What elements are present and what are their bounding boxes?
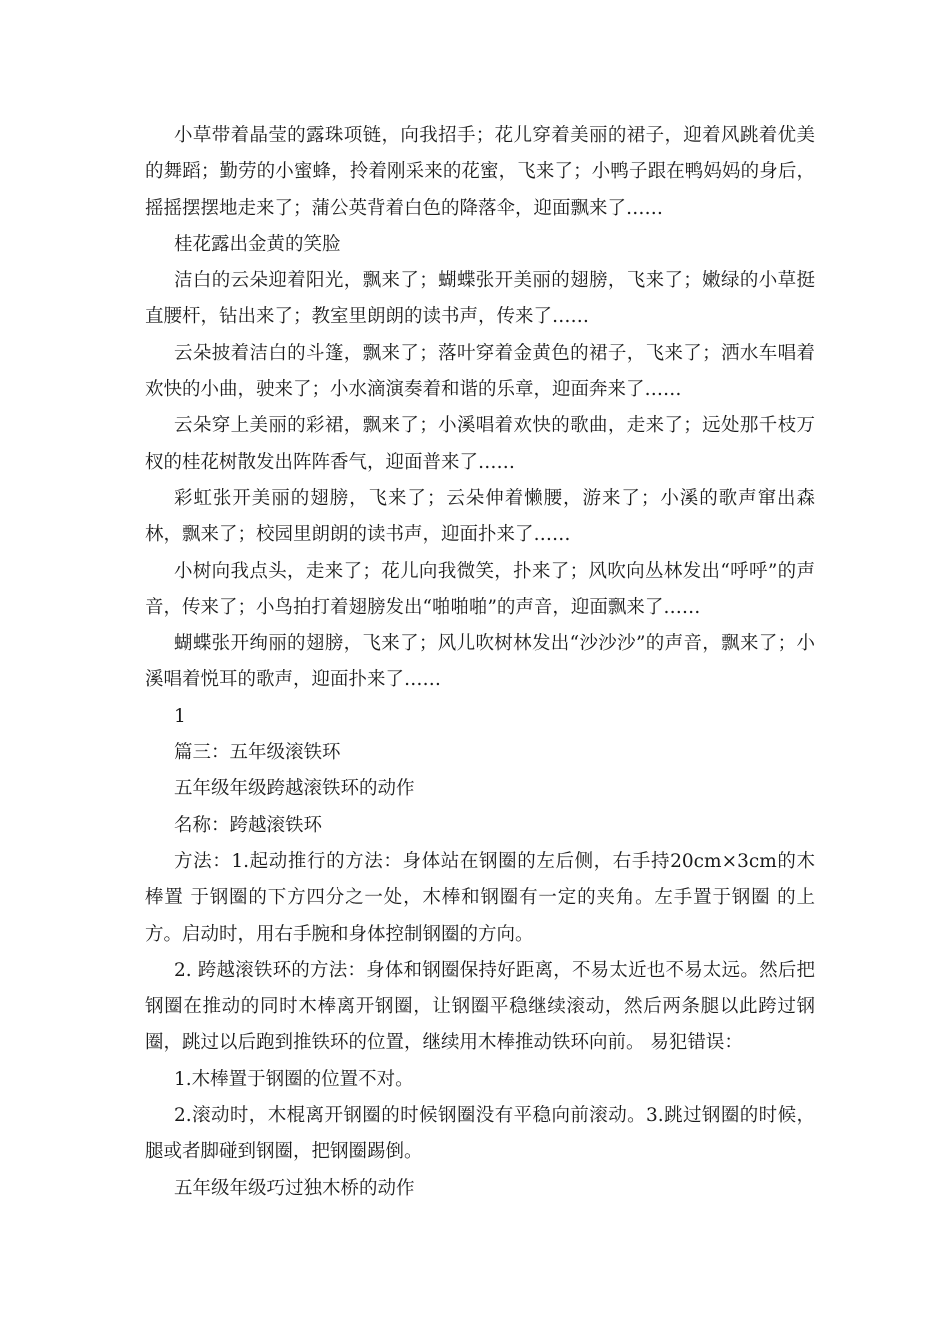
paragraph-clouds-cloak: 云朵披着洁白的斗篷，飘来了；落叶穿着金黄色的裙子，飞来了；洒水车唱着欢快的小曲，驶来了；小水滴演奏着和谐的乐章，迎面奔来了…… xyxy=(145,342,815,401)
paragraph-grass-flowers: 小草带着晶莹的露珠项链，向我招手；花儿穿着美丽的裙子，迎着风跳着优美的舞蹈；勤劳的小蜜蜂，拎着刚采来的花蜜，飞来了；小鸭子跟在鸭妈妈的身后，摇摇摆摆地走来了；蒲公英背着白色的降落伞，迎面飘来了…… xyxy=(145,125,815,219)
paragraph-method-start: 方法：1.起动推行的方法：身体站在钢圈的左后侧，右手持20cm×3cm的木棒置 于钢圈的下方四分之一处，木棒和钢圈有一定的夹角。左手置于钢圈 的上方。启动时，用右手腕和身体控制钢圈的方向。 xyxy=(145,850,815,945)
paragraph-error-1: 1.木棒置于钢圈的位置不对。 xyxy=(174,1068,414,1090)
paragraph-rainbow: 彩虹张开美丽的翅膀，飞来了；云朵伸着懒腰，游来了；小溪的歌声窜出森林，飘来了；校园里朗朗的读书声，迎面扑来了…… xyxy=(145,487,815,546)
subheading-hoop-jump: 五年级年级跨越滚铁环的动作 xyxy=(174,778,415,800)
paragraph-white-clouds: 洁白的云朵迎着阳光，飘来了；蝴蝶张开美丽的翅膀，飞来了；嫩绿的小草挺直腰杆，钻出来了；教室里朗朗的读书声，传来了…… xyxy=(145,270,815,328)
paragraph-osmanthus-title: 桂花露出金黄的笑脸 xyxy=(174,233,341,255)
paragraph-clouds-skirt: 云朵穿上美丽的彩裙，飘来了；小溪唱着欢快的歌曲，走来了；远处那千枝万杈的桂花树散发出阵阵香气，迎面普来了…… xyxy=(145,415,815,473)
section-heading: 篇三：五年级滚铁环 xyxy=(174,742,341,764)
paragraph-trees-nod: 小树向我点头，走来了；花儿向我微笑，扑来了；风吹向丛林发出“呼呼”的声音，传来了；小鸟拍打着翅膀发出“啪啪啪”的声音，迎面飘来了…… xyxy=(145,560,815,618)
paragraph-error-2-3: 2.滚动时，木棍离开钢圈的时候钢圈没有平稳向前滚动。3.跳过钢圈的时候，腿或者脚碰到钢圈，把钢圈踢倒。 xyxy=(145,1105,815,1163)
subheading-log-bridge: 五年级年级巧过独木桥的动作 xyxy=(174,1177,415,1199)
page-number: 1 xyxy=(174,705,186,727)
document-page xyxy=(145,118,815,1207)
paragraph-method-jump: 2. 跨越滚铁环的方法：身体和钢圈保持好距离，不易太近也不易太远。然后把钢圈在推动的同时木棒离开钢圈，让钢圈平稳继续滚动，然后两条腿以此跨过钢圈，跳过以后跑到推铁环的位置，继续用木棒推动铁环向前。 易犯错误： xyxy=(145,959,815,1054)
paragraph-butterfly: 蝴蝶张开绚丽的翅膀，飞来了；风儿吹树林发出“沙沙沙”的声音，飘来了；小溪唱着悦耳的歌声，迎面扑来了…… xyxy=(145,633,815,691)
paragraph-name: 名称：跨越滚铁环 xyxy=(174,814,323,836)
